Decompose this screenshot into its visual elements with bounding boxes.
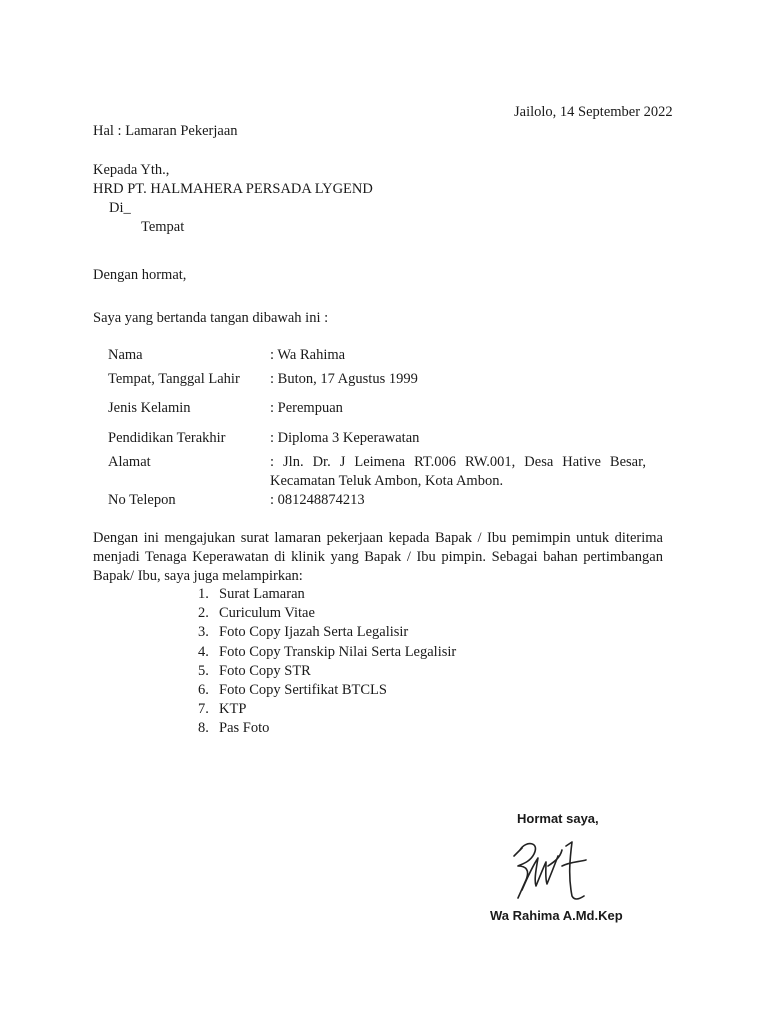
list-text: Curiculum Vitae [219,605,315,622]
list-item [198,681,456,700]
recipient-name: HRD PT. HALMAHERA PERSADA LYGEND [93,181,373,197]
field-value-phone: : 081248874213 [270,492,365,508]
field-label-name: Nama [108,347,143,363]
intro-line: Saya yang bertanda tangan dibawah ini : [93,310,329,326]
field-value-gender: : Perempuan [270,400,343,416]
field-label-address: Alamat [108,454,151,470]
list-item [198,604,456,623]
list-text: Foto Copy Ijazah Serta Legalisir [219,624,409,641]
list-number: 1. [198,586,209,602]
list-text: Foto Copy Sertifikat BTCLS [219,682,387,699]
list-number: 3. [198,624,209,641]
list-number: 7. [198,701,209,718]
list-item [198,623,456,642]
list-item [198,585,456,604]
letter-date: Jailolo, 14 September 2022 [514,104,673,120]
list-text: Pas Foto [219,720,270,737]
field-label-gender: Jenis Kelamin [108,400,191,416]
list-item [198,700,456,719]
list-number: 6. [198,682,209,699]
list-number: 2. [198,605,209,622]
signature-image [500,836,595,902]
list-text: KTP [219,701,247,718]
recipient-di: Di_ [109,200,131,216]
field-value-education: : Diploma 3 Keperawatan [270,430,420,446]
list-number: 5. [198,662,209,679]
closing-salutation: Hormat saya, [517,811,599,826]
list-text: Foto Copy STR [219,662,311,679]
list-item [198,719,456,738]
greeting: Dengan hormat, [93,267,187,283]
list-item [198,662,456,681]
recipient-place: Tempat [141,219,185,235]
signer-name: Wa Rahima A.Md.Kep [490,908,623,923]
list-item [198,643,456,662]
field-label-education: Pendidikan Terakhir [108,430,226,446]
field-value-birth: : Buton, 17 Agustus 1999 [270,371,418,387]
letter-body: Dengan ini mengajukan surat lamaran pekerjaan kepada Bapak / Ibu pemimpin untuk diterima menjadi Tenaga Keperawatan di klinik yang Bapak / Ibu pimpin. Sebagai bahan pertimbangan Bapak/ Ibu, saya juga melampirkan: [93,530,663,584]
field-label-birth: Tempat, Tanggal Lahir [108,371,240,387]
list-number: 4. [198,643,209,660]
list-text: Surat Lamaran [219,586,305,602]
list-number: 8. [198,720,209,737]
attachment-list [198,585,456,739]
field-value-address: : Jln. Dr. J Leimena RT.006 RW.001, Desa Hative Besar, Kecamatan Teluk Ambon, Kota Ambon. [270,454,646,489]
field-value-name: : Wa Rahima [270,347,346,363]
addressee-line: Kepada Yth., [93,162,170,178]
field-label-phone: No Telepon [108,492,176,508]
letter-subject: Hal : Lamaran Pekerjaan [93,123,238,139]
list-text: Foto Copy Transkip Nilai Serta Legalisir [219,643,457,660]
